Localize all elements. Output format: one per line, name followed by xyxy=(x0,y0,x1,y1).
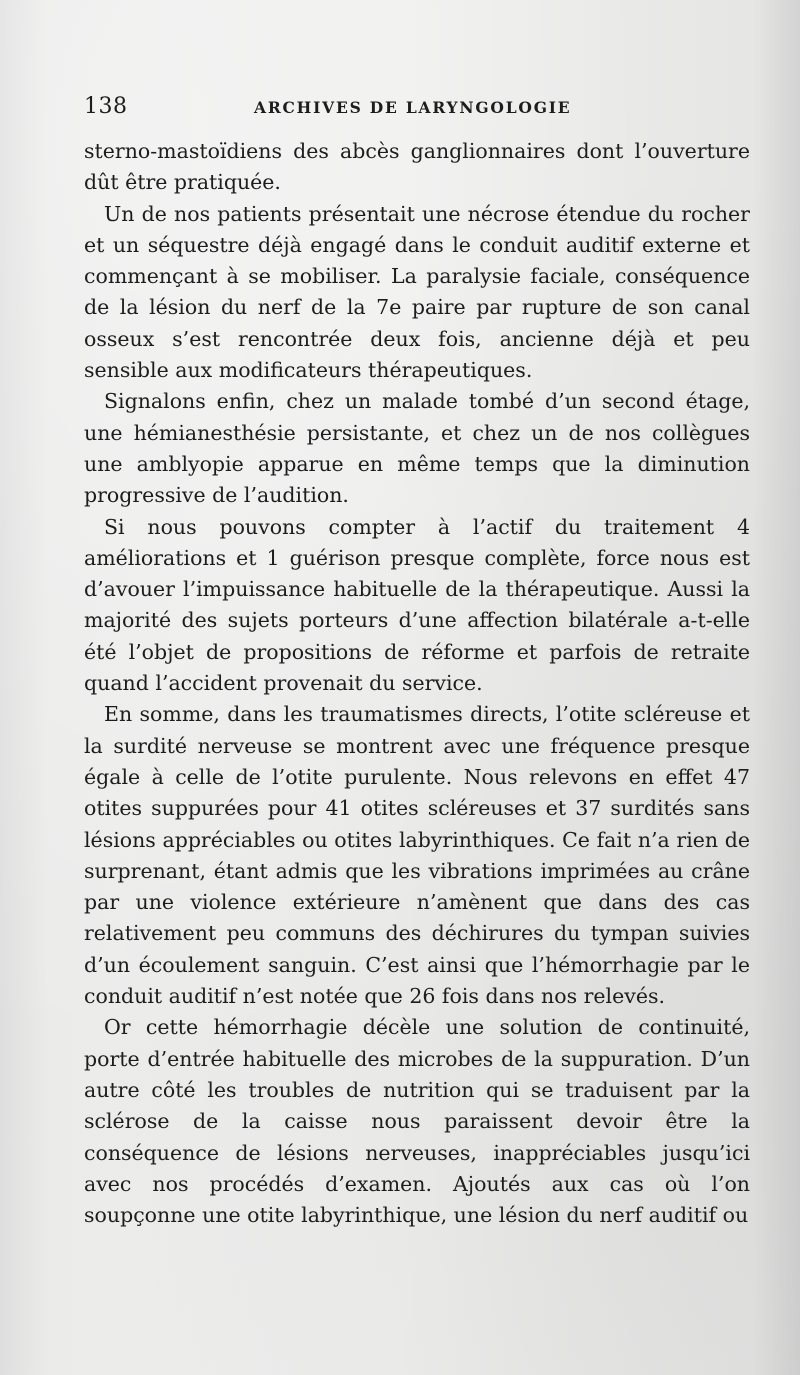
paragraph-2: Un de nos patients présentait une nécrose étendue du rocher et un séquestre déjà engagé dans le conduit auditif externe et commençant à se mobiliser. La paralysie faciale, conséquence de la lésion du nerf de la 7e paire par rupture de son canal osseux s’est rencontrée deux fois, ancienne déjà et peu sensible aux modificateurs thérapeutiques. xyxy=(84,201,750,383)
page-header xyxy=(84,94,750,124)
paragraph-6: Or cette hémorrhagie décèle une solution de continuité, porte d’entrée habituelle des microbes de la suppuration. D’un autre côté les troubles de nutrition qui se traduisent par la sclérose de la caisse nous paraissent devoir être la conséquence de lésions nerveuses, inappréciables jusqu’ici avec nos procédés d’examen. Ajoutés aux cas où l’on soupçonne une otite labyrinthique, une lésion du nerf auditif ou xyxy=(84,1015,750,1228)
paragraph-4: Si nous pouvons compter à l’actif du traitement 4 améliorations et 1 guérison presque complète, force nous est d’avouer l’impuissance habituelle de la thérapeutique. Aussi la majorité des sujets porteurs d’une affection bilatérale a-t-elle été l’objet de propositions de réforme et parfois de retraite quand l’accident provenait du service. xyxy=(84,514,750,696)
running-title: ARCHIVES DE LARYNGOLOGIE xyxy=(254,98,572,117)
paragraph-3: Signalons enfin, chez un malade tombé d’un second étage, une hémianesthésie persistante, et chez un de nos collègues une amblyopie apparue en même temps que la diminution progressive de l’audition. xyxy=(84,389,750,508)
paragraph-1: sterno-mastoïdiens des abcès ganglionnaires dont l’ouverture dût être pratiquée. xyxy=(84,139,750,195)
body-text xyxy=(84,136,750,1231)
paragraph-5: En somme, dans les traumatismes directs, l’otite scléreuse et la surdité nerveuse se montrent avec une fréquence presque égale à celle de l’otite purulente. Nous relevons en effet 47 otites suppurées pour 41 otites scléreuses et 37 surdités sans lésions appréciables ou otites labyrinthiques. Ce fait n’a rien de surprenant, étant admis que les vibrations imprimées au crâne par une violence extérieure n’amènent que dans des cas relativement peu communs des déchirures du tympan suivies d’un écoulement sanguin. C’est ainsi que l’hémorrhagie par le conduit auditif n’est notée que 26 fois dans nos relevés. xyxy=(84,702,750,1009)
page-number: 138 xyxy=(84,94,128,119)
